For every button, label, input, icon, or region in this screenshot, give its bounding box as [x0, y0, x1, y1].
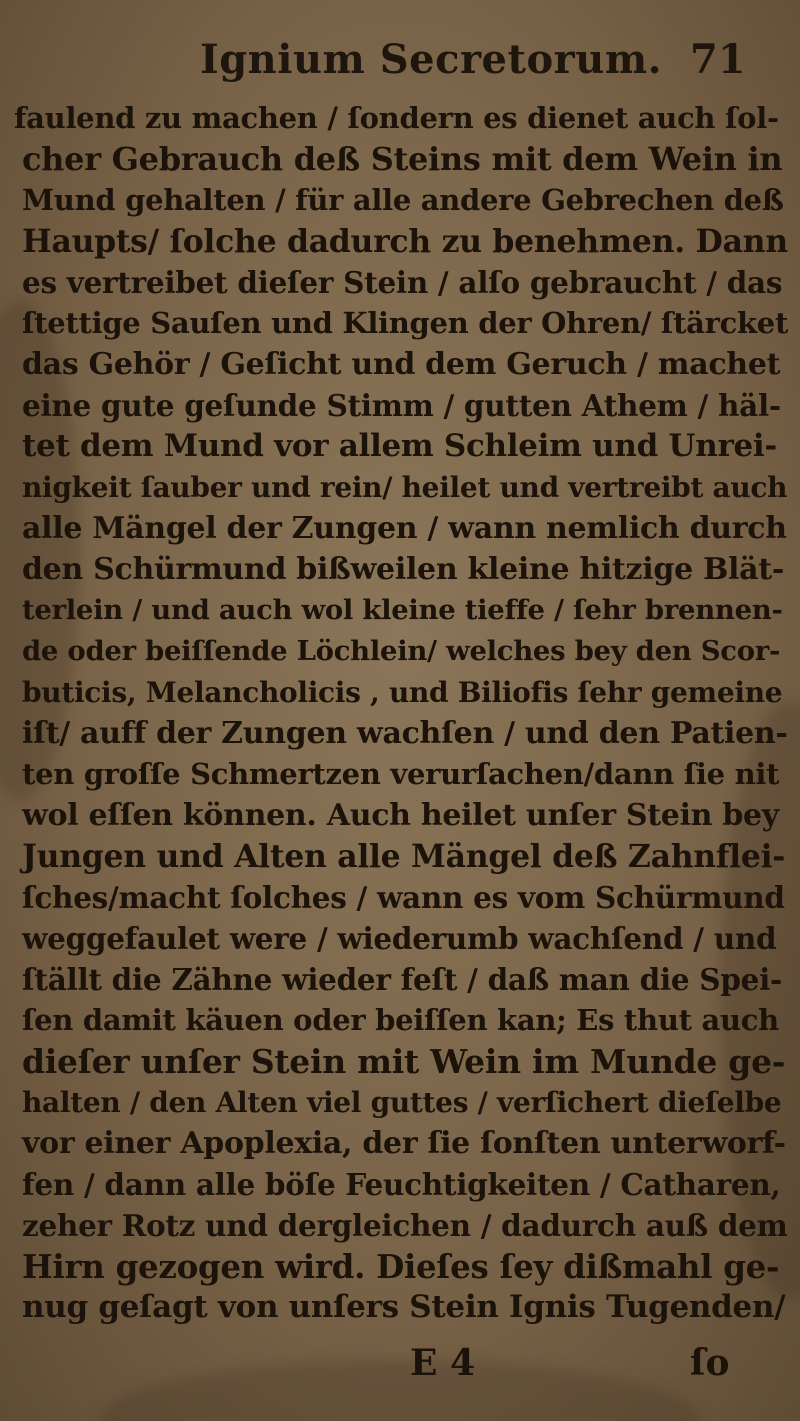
text-line: wol eſſen können. Auch heilet unſer Stein bey [22, 798, 779, 833]
text-line: es vertreibet dieſer Stein / alſo gebraucht / das [22, 265, 783, 300]
text-line: cher Gebrauch deß Steins mit dem Wein in [22, 140, 783, 178]
text-line: ſtettige Sauſen und Klingen der Ohren/ ſtärcket [22, 306, 789, 340]
text-line: ſen damit käuen oder beiſſen kan; Es thut auch [22, 1003, 779, 1037]
text-line: ten groſſe Schmertzen verurſachen/dann ſie nit [22, 757, 780, 791]
text-line: eine gute geſunde Stimm / gutten Athem / häl- [22, 388, 781, 423]
text-line: nug geſagt von unſers Stein Ignis Tugenden/ [22, 1289, 786, 1325]
catchword: ſo [690, 1342, 730, 1384]
text-line: das Gehör / Geſicht und dem Geruch / machet [22, 347, 781, 382]
text-line: Hirn gezogen wird. Dieſes ſey dißmahl ge- [22, 1247, 780, 1286]
text-line: Jungen und Alten alle Mängel deß Zahnflei- [22, 838, 786, 875]
text-line: ſtällt die Zähne wieder feſt / daß man die Spei- [22, 962, 782, 997]
text-line: Mund gehalten / für alle andere Gebrechen deß [22, 183, 784, 217]
running-title: Ignium Secretorum. [200, 36, 663, 83]
text-line: Haupts/ ſolche dadurch zu benehmen. Dann [22, 223, 788, 260]
text-line: terlein / und auch wol kleine tieffe / ſehr brennen- [22, 594, 783, 626]
page-footer [0, 1342, 800, 1392]
text-line: weggefaulet were / wiederumb wachſend / und [22, 921, 777, 956]
text-line: nigkeit ſauber und rein/ heilet und vertreibt auch [22, 471, 788, 504]
signature-mark: E 4 [410, 1342, 476, 1384]
text-line: ſches/macht ſolches / wann es vom Schürmund [22, 880, 785, 915]
text-line: dieſer unſer Stein mit Wein im Munde ge- [22, 1042, 786, 1081]
text-line: faulend zu machen / ſondern es dienet auch ſol- [14, 101, 779, 135]
text-line: fen / dann alle böſe Feuchtigkeiten / Catharen, [22, 1167, 781, 1202]
page-header [0, 36, 800, 96]
text-line: zeher Rotz und dergleichen / dadurch auß dem [22, 1208, 788, 1243]
text-line: buticis, Melancholicis , und Biliofis ſehr gemeine [22, 676, 783, 709]
text-line: tet dem Mund vor allem Schleim und Unrei- [22, 428, 777, 464]
text-line: alle Mängel der Zungen / wann nemlich durch [22, 511, 787, 546]
text-line: vor einer Apoplexia, der ſie ſonſten unterworf- [22, 1126, 786, 1161]
text-line: halten / den Alten viel guttes / verſichert dieſelbe [22, 1086, 782, 1119]
text-line: de oder beiſſende Löchlein/ welches bey den Scor- [22, 635, 781, 667]
text-line: iſt/ auff der Zungen wachſen / und den Patien- [22, 716, 788, 751]
page-number: 71 [690, 36, 746, 83]
text-line: den Schürmund bißweilen kleine hitzige Blät- [22, 552, 784, 587]
